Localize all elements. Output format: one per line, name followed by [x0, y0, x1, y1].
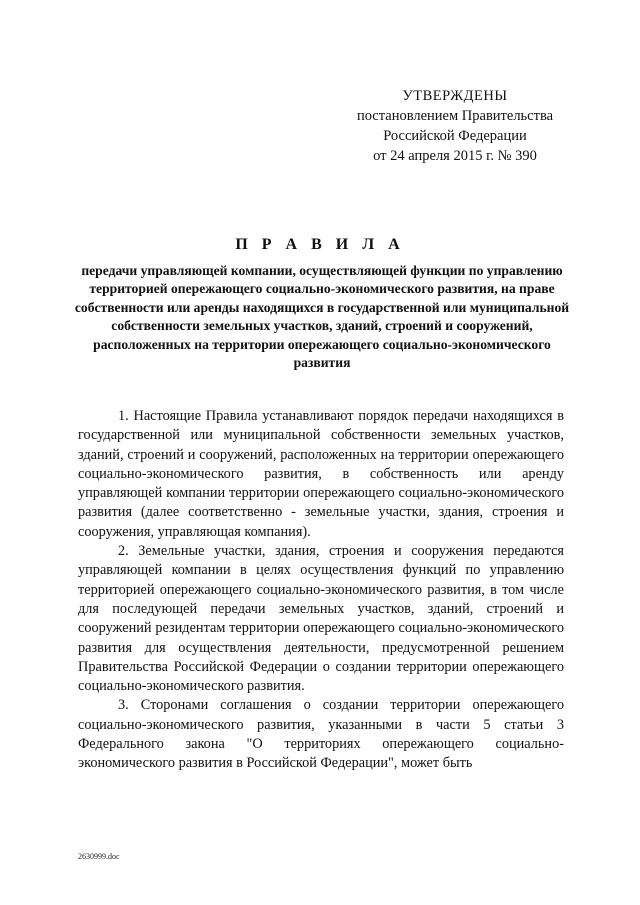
- paragraph: 2. Земельные участки, здания, строения и сооружения передаются управляющей компании в целях осуществления функций по управлению территорией опережающего социально-экономического развития, в том числе для последующей передачи земельных участков, зданий, строений и сооружений резидентам территории опережающего социально-экономического развития для осуществления деятельности, предусмотренной решением Правительства Российской Федерации о создании территории опережающего социально-экономического развития.: [78, 543, 564, 695]
- footer-doc-id: 2630999.doc: [78, 852, 120, 861]
- approval-block: [330, 86, 580, 166]
- document-body: [78, 407, 564, 774]
- approval-line: Российской Федерации: [383, 128, 527, 144]
- approval-date-number: от 24 апреля 2015 г. № 390: [373, 148, 537, 164]
- document-subtitle: передачи управляющей компании, осуществляющей функции по управлению территорией опережающего социально-экономического развития, на праве собственности или аренды находящихся в государственной или муниципальной собственности земельных участков, зданий, строений и сооружений, расположенных на территории опережающего социально-экономического развития: [74, 263, 570, 371]
- document-title: П Р А В И Л А: [235, 236, 405, 253]
- paragraph: 1. Настоящие Правила устанавливают порядок передачи находящихся в государственной или муниципальной собственности земельных участков, зданий, строений и сооружений, расположенных на территории опережающего социально-экономического развития, в собственность или аренду управляющей компании территории опережающего социально-экономического развития (далее соответственно - земельные участки, здания, строения и сооружения, управляющая компания).: [78, 408, 564, 540]
- paragraph: 3. Сторонами соглашения о создании территории опережающего социально-экономического развития, указанными в части 5 статьи 3 Федерального закона "О территориях опережающего социально-экономического развития в Российской Федерации", может быть: [78, 697, 564, 772]
- approval-heading: УТВЕРЖДЕНЫ: [402, 88, 508, 104]
- approval-line: постановлением Правительства: [356, 108, 554, 124]
